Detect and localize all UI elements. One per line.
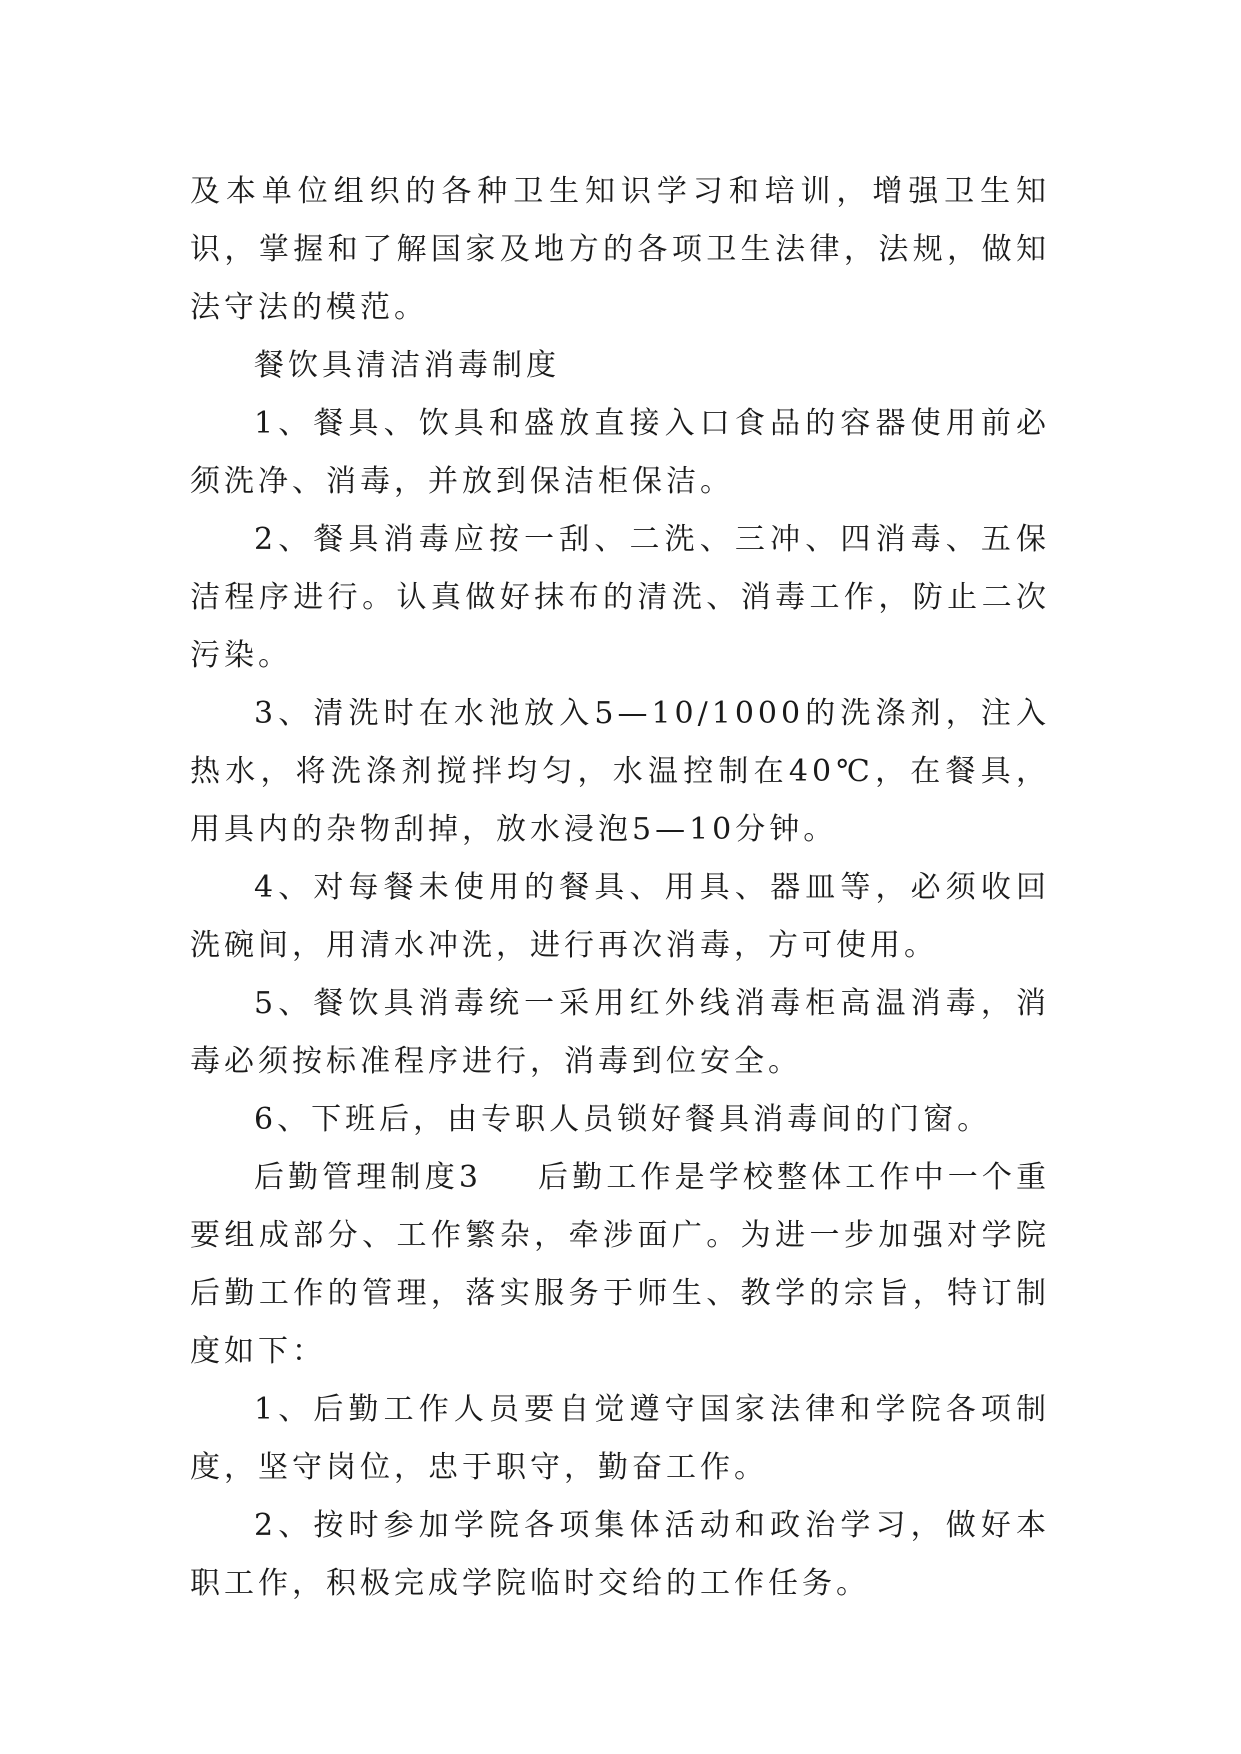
paragraph: 1、后勤工作人员要自觉遵守国家法律和学院各项制度，坚守岗位，忠于职守，勤奋工作。 bbox=[190, 1392, 1050, 1485]
paragraph: 4、对每餐未使用的餐具、用具、器皿等，必须收回洗碗间，用清水冲洗，进行再次消毒，方可使用。 bbox=[190, 870, 1050, 963]
paragraph: 1、餐具、饮具和盛放直接入口食品的容器使用前必须洗净、消毒，并放到保洁柜保洁。 bbox=[190, 406, 1050, 499]
paragraph-continued: 及本单位组织的各种卫生知识学习和培训，增强卫生知识，掌握和了解国家及地方的各项卫生法律，法规，做知法守法的模范。 bbox=[190, 174, 1050, 325]
section-title: 后勤管理制度3 bbox=[254, 1160, 482, 1195]
paragraph: 2、按时参加学院各项集体活动和政治学习，做好本职工作，积极完成学院临时交给的工作任务。 bbox=[190, 1508, 1050, 1601]
paragraph: 3、清洗时在水池放入5—10/1000的洗涤剂，注入热水，将洗涤剂搅拌均匀，水温控制在40℃，在餐具，用具内的杂物刮掉，放水浸泡5—10分钟。 bbox=[190, 696, 1050, 847]
section-heading: 餐饮具清洁消毒制度 bbox=[254, 348, 560, 383]
paragraph: 2、餐具消毒应按一刮、二洗、三冲、四消毒、五保洁程序进行。认真做好抹布的清洗、消毒工作，防止二次污染。 bbox=[190, 522, 1050, 673]
section-paragraph bbox=[190, 1149, 1050, 1381]
section-intro: 后勤工作是学校整体工作中一个重要组成部分、工作繁杂，牵涉面广。为进一步加强对学院后勤工作的管理，落实服务于师生、教学的宗旨，特订制度如下： bbox=[190, 1160, 1050, 1369]
document-body bbox=[190, 163, 1050, 1613]
paragraph: 6、下班后，由专职人员锁好餐具消毒间的门窗。 bbox=[254, 1102, 992, 1137]
paragraph: 5、餐饮具消毒统一采用红外线消毒柜高温消毒，消毒必须按标准程序进行，消毒到位安全。 bbox=[190, 986, 1050, 1079]
